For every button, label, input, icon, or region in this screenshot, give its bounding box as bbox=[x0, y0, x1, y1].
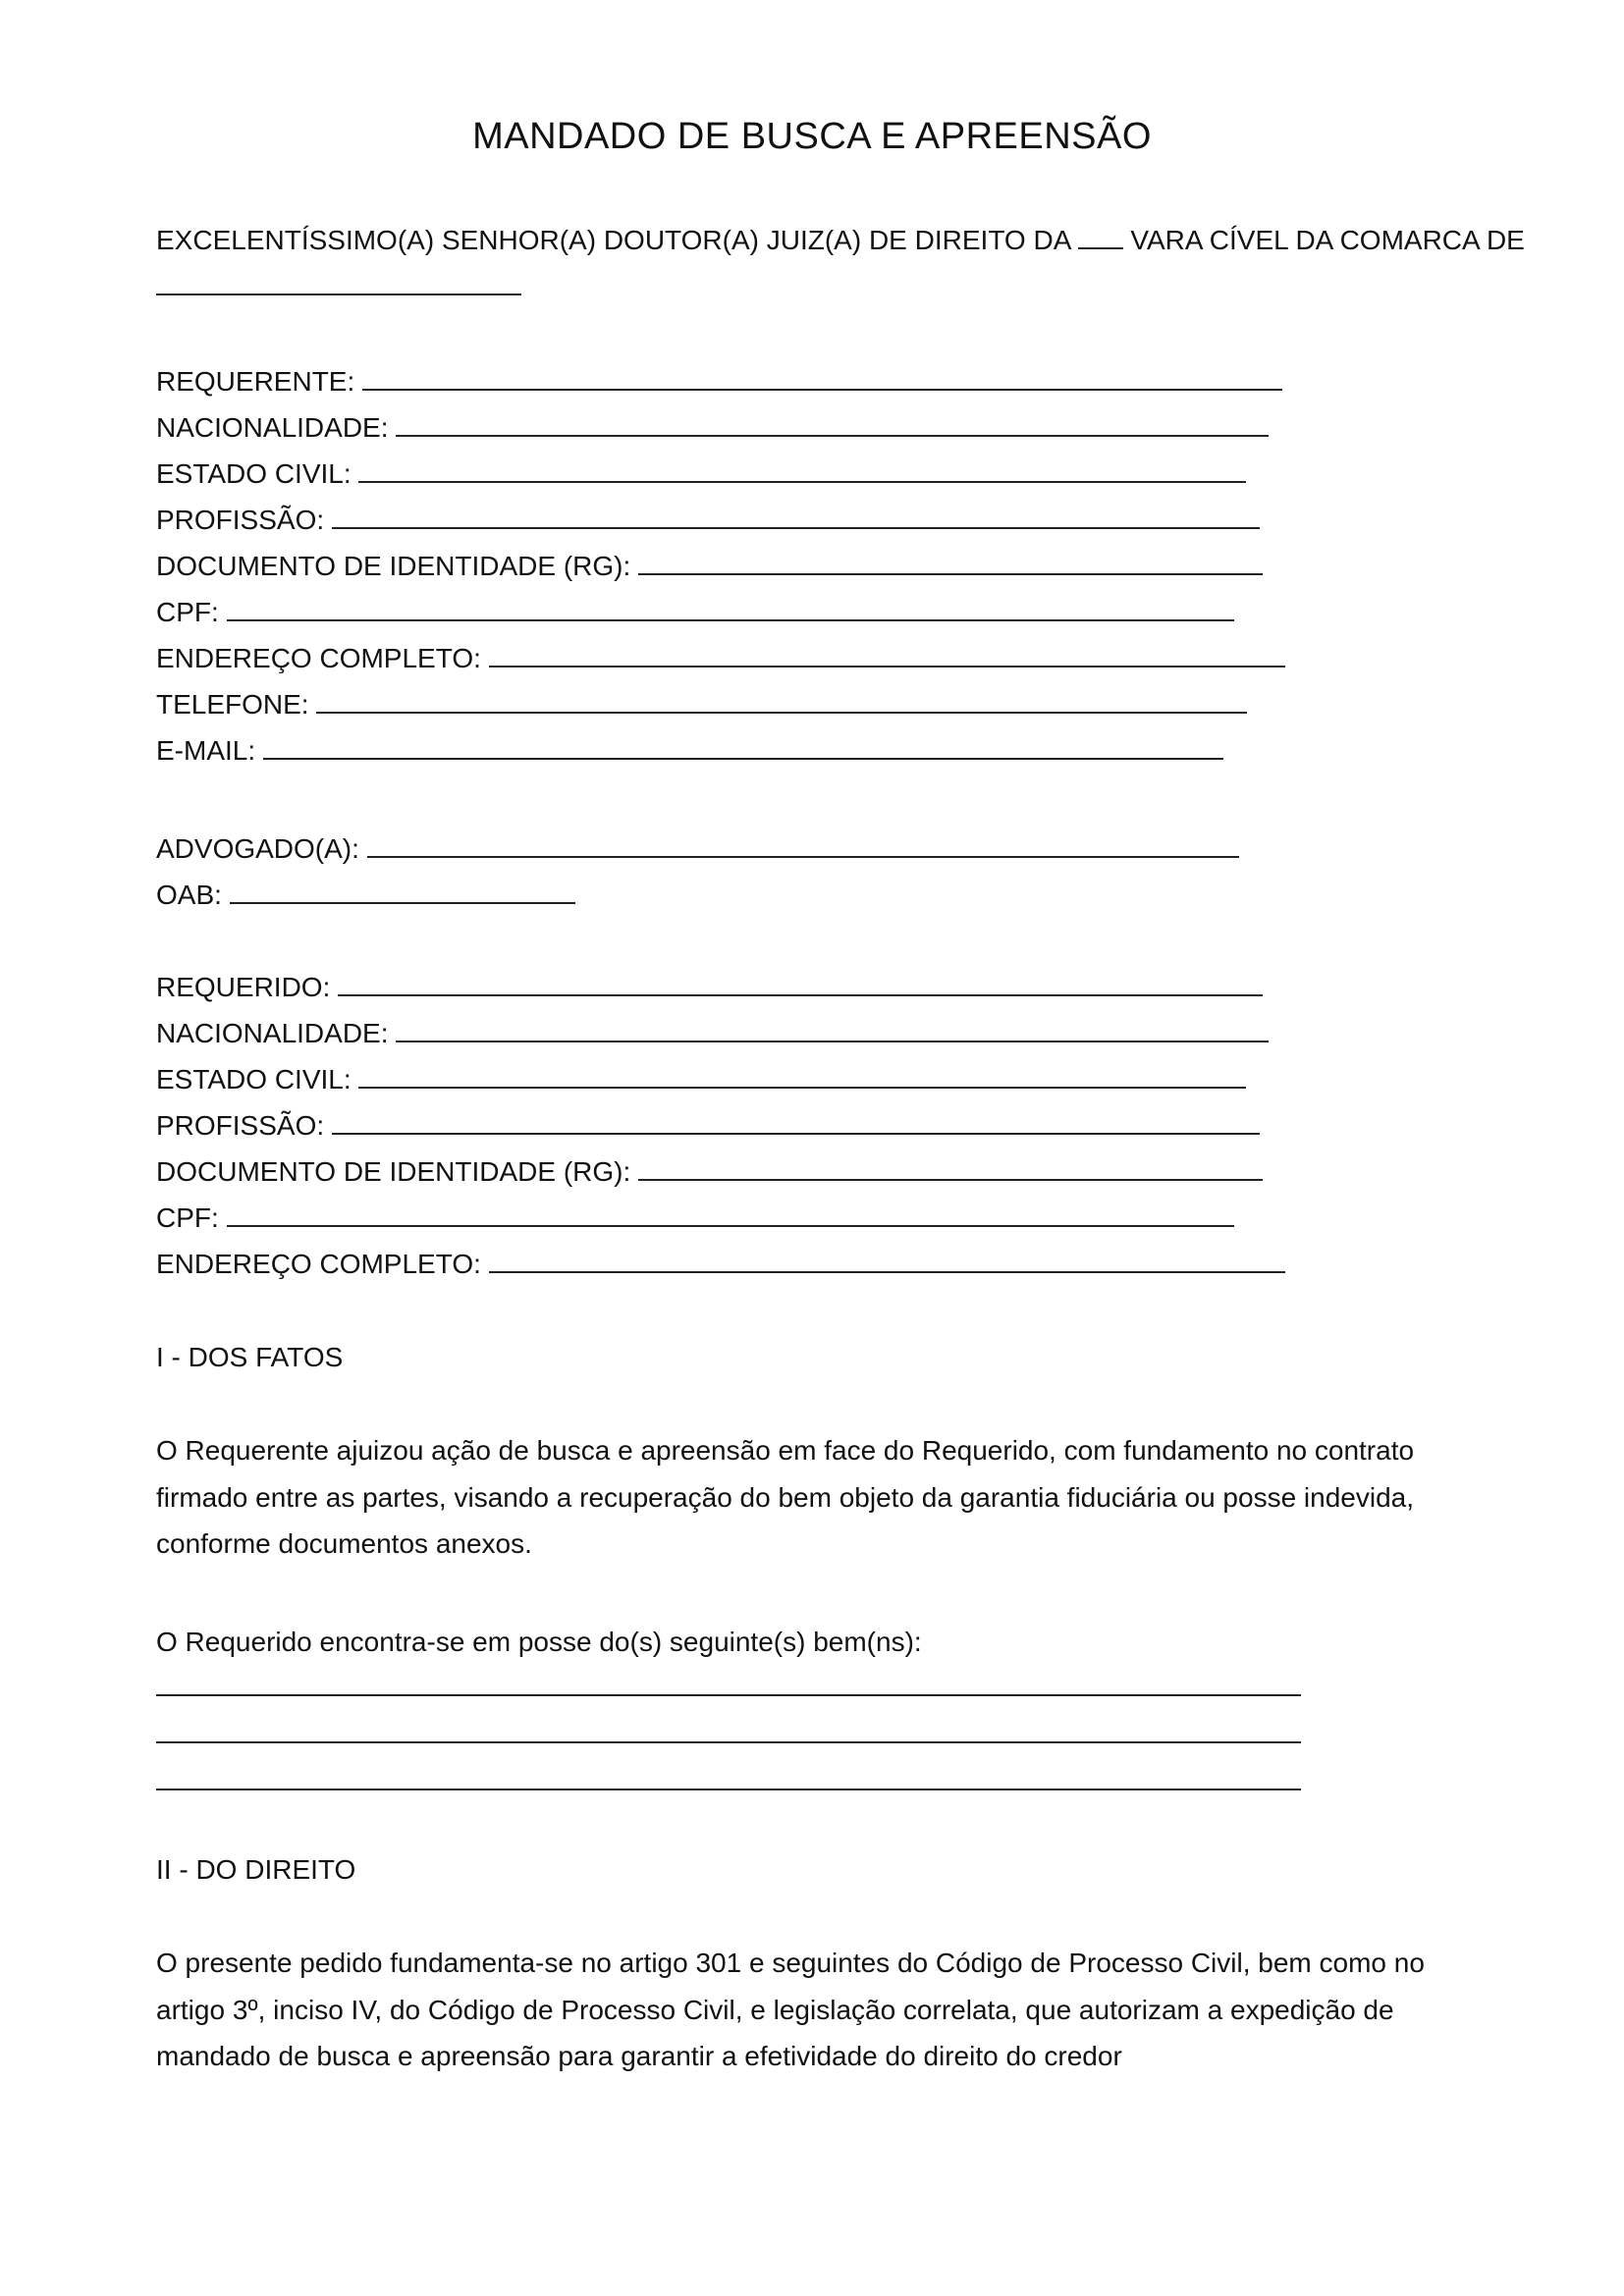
addressing-prefix: EXCELENTÍSSIMO(A) SENHOR(A) DOUTOR(A) JUIZ(A) DE DIREITO DA bbox=[156, 225, 1070, 255]
requerente-label: REQUERENTE: bbox=[156, 366, 355, 397]
requerente-civil-status-field bbox=[156, 455, 1246, 491]
requerido-cpf-label: CPF: bbox=[156, 1202, 219, 1233]
goods-line-2[interactable] bbox=[156, 1741, 1301, 1743]
requerido-profession-blank[interactable] bbox=[332, 1107, 1260, 1135]
addressing-line bbox=[156, 222, 1525, 257]
requerido-address-blank[interactable] bbox=[489, 1246, 1285, 1273]
requerente-profession-field bbox=[156, 502, 1260, 537]
requerente-phone-field bbox=[156, 686, 1247, 721]
requerente-nationality-label: NACIONALIDADE: bbox=[156, 412, 389, 443]
goods-intro: O Requerido encontra-se em posse do(s) seguinte(s) bem(ns): bbox=[156, 1627, 922, 1657]
requerido-nationality-blank[interactable] bbox=[396, 1015, 1269, 1042]
oab-blank[interactable] bbox=[230, 877, 575, 904]
requerente-address-field bbox=[156, 640, 1285, 675]
requerente-cpf-label: CPF: bbox=[156, 597, 219, 627]
requerido-civil-status-field bbox=[156, 1061, 1246, 1096]
section-fatos-paragraph: O Requerente ajuizou ação de busca e apreensão em face do Requerido, com fundamento no contrato firmado entre as partes, visando a recuperação do bem objeto da garantia fiduciária ou posse indevida, conforme documentos anexos. bbox=[156, 1435, 1415, 1559]
requerido-rg-field bbox=[156, 1153, 1263, 1189]
requerente-nationality-field bbox=[156, 409, 1269, 445]
requerido-label: REQUERIDO: bbox=[156, 972, 331, 1002]
requerente-cpf-blank[interactable] bbox=[227, 594, 1234, 621]
oab-label: OAB: bbox=[156, 880, 222, 910]
requerido-profession-label: PROFISSÃO: bbox=[156, 1110, 325, 1141]
requerente-rg-field bbox=[156, 548, 1263, 583]
requerente-civil-status-label: ESTADO CIVIL: bbox=[156, 458, 352, 489]
requerido-nationality-field bbox=[156, 1015, 1269, 1050]
document-title: MANDADO DE BUSCA E APREENSÃO bbox=[472, 116, 1152, 157]
requerido-blank[interactable] bbox=[338, 969, 1263, 996]
requerente-blank[interactable] bbox=[362, 363, 1282, 391]
goods-line-1[interactable] bbox=[156, 1694, 1301, 1696]
requerido-cpf-blank[interactable] bbox=[227, 1200, 1234, 1227]
requerido-address-label: ENDEREÇO COMPLETO: bbox=[156, 1249, 481, 1279]
requerido-rg-label: DOCUMENTO DE IDENTIDADE (RG): bbox=[156, 1156, 631, 1187]
oab-field bbox=[156, 877, 575, 912]
vara-number-blank[interactable] bbox=[1078, 222, 1123, 249]
requerido-field bbox=[156, 969, 1263, 1004]
requerido-nationality-label: NACIONALIDADE: bbox=[156, 1018, 389, 1048]
requerente-cpf-field bbox=[156, 594, 1234, 629]
requerente-nationality-blank[interactable] bbox=[396, 409, 1269, 437]
section-direito-paragraph: O presente pedido fundamenta-se no artigo 301 e seguintes do Código de Processo Civil, bem como no artigo 3º, inciso IV, do Código de Processo Civil, e legislação correlata, que autorizam a expedição de mandado de busca e apreensão para garantir a efetividade do direito do credor bbox=[156, 1948, 1425, 2071]
advogado-field bbox=[156, 830, 1239, 866]
requerente-phone-label: TELEFONE: bbox=[156, 689, 309, 720]
requerido-civil-status-label: ESTADO CIVIL: bbox=[156, 1064, 352, 1095]
requerido-profession-field bbox=[156, 1107, 1260, 1143]
requerente-rg-label: DOCUMENTO DE IDENTIDADE (RG): bbox=[156, 551, 631, 581]
requerido-address-field bbox=[156, 1246, 1285, 1281]
requerente-email-field bbox=[156, 732, 1223, 768]
requerente-phone-blank[interactable] bbox=[316, 686, 1247, 714]
requerido-cpf-field bbox=[156, 1200, 1234, 1235]
comarca-blank[interactable] bbox=[156, 268, 521, 295]
section-direito-heading: II - DO DIREITO bbox=[156, 1854, 356, 1885]
requerente-profession-blank[interactable] bbox=[332, 502, 1260, 529]
requerente-rg-blank[interactable] bbox=[638, 548, 1263, 575]
comarca-line bbox=[156, 268, 521, 303]
requerente-profession-label: PROFISSÃO: bbox=[156, 505, 325, 535]
requerente-address-blank[interactable] bbox=[489, 640, 1285, 667]
requerente-field bbox=[156, 363, 1282, 399]
advogado-label: ADVOGADO(A): bbox=[156, 833, 359, 864]
requerido-rg-blank[interactable] bbox=[638, 1153, 1263, 1181]
requerente-address-label: ENDEREÇO COMPLETO: bbox=[156, 643, 481, 673]
requerente-email-blank[interactable] bbox=[263, 732, 1223, 760]
section-fatos-heading: I - DOS FATOS bbox=[156, 1342, 344, 1372]
addressing-suffix: VARA CÍVEL DA COMARCA DE bbox=[1130, 225, 1525, 255]
advogado-blank[interactable] bbox=[367, 830, 1239, 858]
requerente-email-label: E-MAIL: bbox=[156, 735, 256, 766]
goods-line-3[interactable] bbox=[156, 1789, 1301, 1790]
requerido-civil-status-blank[interactable] bbox=[358, 1061, 1246, 1089]
requerente-civil-status-blank[interactable] bbox=[358, 455, 1246, 483]
